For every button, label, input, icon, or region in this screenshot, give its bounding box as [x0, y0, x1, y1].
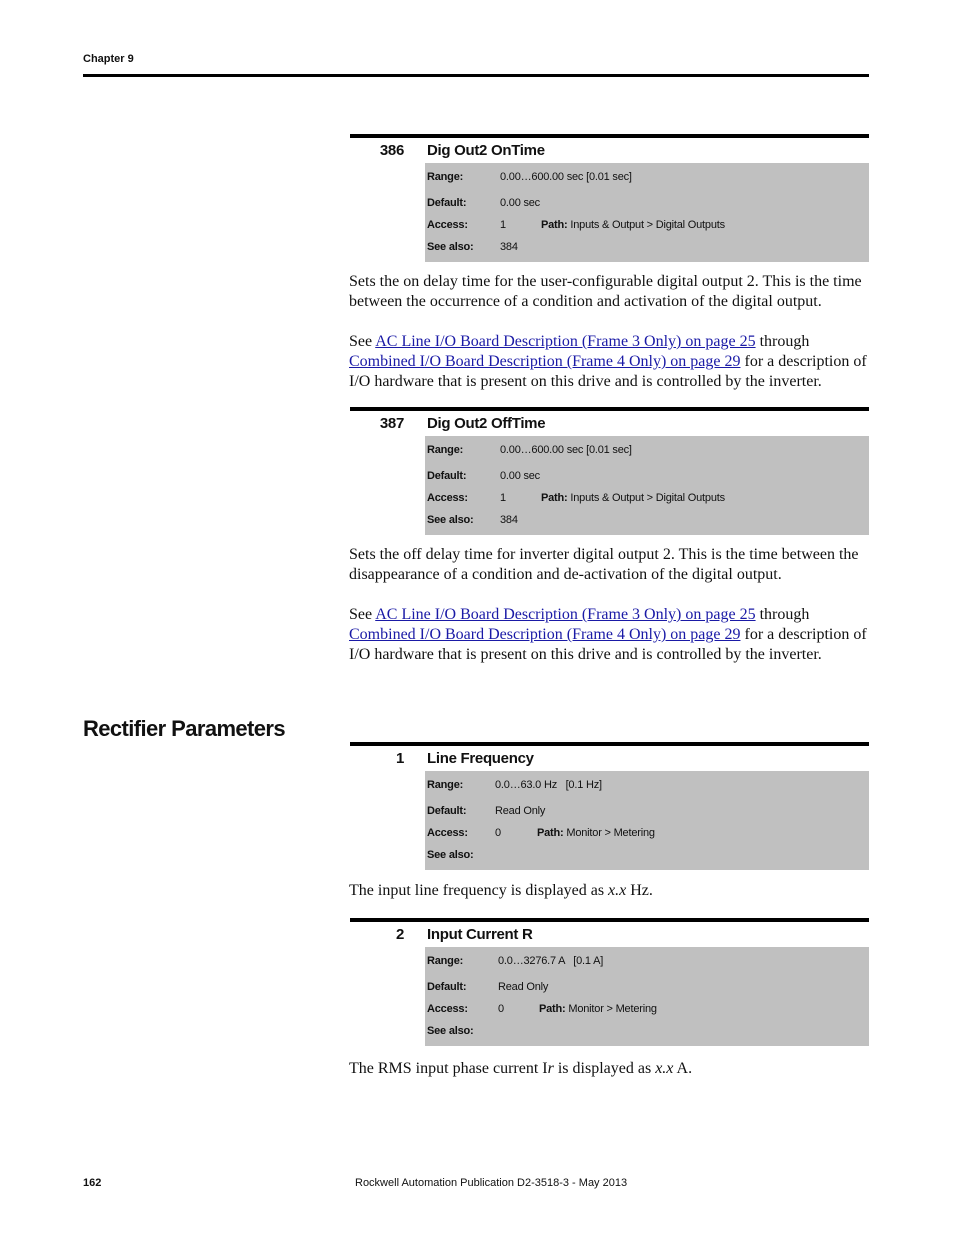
range-label: Range:	[427, 779, 464, 791]
combined-io-link[interactable]: Combined I/O Board Description (Frame 4 Only) on page 29	[349, 626, 741, 643]
path-label: Path:	[537, 827, 564, 839]
default-label: Default:	[427, 981, 467, 993]
parameter-386	[350, 134, 869, 262]
default-value: Read Only	[495, 805, 546, 817]
combined-io-link[interactable]: Combined I/O Board Description (Frame 4 Only) on page 29	[349, 353, 741, 370]
parameter-number: 386	[379, 142, 404, 159]
parameter-info-box	[425, 947, 869, 1046]
description-386	[349, 272, 869, 392]
access-label: Access:	[427, 492, 468, 504]
path-value: Inputs & Output > Digital Outputs	[570, 492, 725, 504]
default-value: Read Only	[498, 981, 549, 993]
header-rule	[83, 74, 869, 77]
see-reference: See AC Line I/O Board Description (Frame 3 Only) on page 25 through Combined I/O Board Description (Frame 4 Only) on page 29 for a description of I/O hardware that is present on this drive and is controlled by the inverter.	[349, 606, 867, 663]
ac-line-io-link[interactable]: AC Line I/O Board Description (Frame 3 Only) on page 25	[375, 606, 756, 623]
access-label: Access:	[427, 827, 468, 839]
access-label: Access:	[427, 1003, 468, 1015]
parameter-name: Dig Out2 OffTime	[427, 415, 546, 432]
path-label: Path:	[541, 219, 568, 231]
see-also-value: 384	[500, 241, 518, 253]
range-label: Range:	[427, 955, 464, 967]
parameter-name: Line Frequency	[427, 750, 534, 767]
description-text: Sets the off delay time for inverter digital output 2. This is the time between the disappearance of a condition and de-activation of the digital output.	[349, 546, 859, 583]
see-also-label: See also:	[427, 241, 474, 253]
ac-line-io-link[interactable]: AC Line I/O Board Description (Frame 3 Only) on page 25	[375, 333, 756, 350]
see-also-value: 384	[500, 514, 518, 526]
path-label: Path:	[539, 1003, 566, 1015]
range-value: 0.00…600.00 sec [0.01 sec]	[500, 444, 632, 456]
range-value: 0.0…3276.7 A [0.1 A]	[498, 955, 604, 967]
parameter-387	[350, 407, 869, 535]
description-text: Sets the on delay time for the user-configurable digital output 2. This is the time between the occurrence of a condition and activation of the digital output.	[349, 273, 862, 310]
default-label: Default:	[427, 805, 467, 817]
default-value: 0.00 sec	[500, 470, 540, 482]
parameter-1	[350, 742, 869, 870]
see-also-label: See also:	[427, 849, 474, 861]
path-value: Monitor > Metering	[568, 1003, 657, 1015]
path-value: Inputs & Output > Digital Outputs	[570, 219, 725, 231]
parameter-number: 2	[395, 926, 404, 943]
access-label: Access:	[427, 219, 468, 231]
page-number: 162	[83, 1177, 102, 1189]
path-value: Monitor > Metering	[566, 827, 655, 839]
section-title: Rectifier Parameters	[83, 716, 286, 741]
see-reference: See AC Line I/O Board Description (Frame 3 Only) on page 25 through Combined I/O Board Description (Frame 4 Only) on page 29 for a description of I/O hardware that is present on this drive and is controlled by the inverter.	[349, 333, 867, 390]
parameter-number: 1	[395, 750, 404, 767]
description-text: The RMS input phase current Ir is displayed as x.x A.	[349, 1060, 693, 1077]
description-1	[349, 881, 869, 901]
parameter-info-box	[425, 436, 869, 535]
range-value: 0.0…63.0 Hz [0.1 Hz]	[495, 779, 602, 791]
parameter-name: Input Current R	[427, 926, 533, 943]
access-value: 0	[498, 1003, 504, 1015]
description-2	[349, 1059, 869, 1079]
access-value: 1	[500, 219, 506, 231]
parameter-name: Dig Out2 OnTime	[427, 142, 545, 159]
access-value: 1	[500, 492, 506, 504]
range-label: Range:	[427, 171, 464, 183]
publication-info: Rockwell Automation Publication D2-3518-3 - May 2013	[355, 1177, 628, 1189]
parameter-info-box	[425, 163, 869, 262]
default-label: Default:	[427, 470, 467, 482]
parameter-number: 387	[379, 415, 404, 432]
description-387	[349, 545, 869, 665]
range-label: Range:	[427, 444, 464, 456]
description-text: The input line frequency is displayed as x.x Hz.	[349, 882, 653, 899]
default-value: 0.00 sec	[500, 197, 540, 209]
access-value: 0	[495, 827, 501, 839]
see-also-label: See also:	[427, 1025, 474, 1037]
see-also-label: See also:	[427, 514, 474, 526]
default-label: Default:	[427, 197, 467, 209]
path-label: Path:	[541, 492, 568, 504]
parameter-2	[350, 918, 869, 1046]
parameter-info-box	[425, 771, 869, 870]
chapter-label: Chapter 9	[83, 53, 134, 65]
range-value: 0.00…600.00 sec [0.01 sec]	[500, 171, 632, 183]
